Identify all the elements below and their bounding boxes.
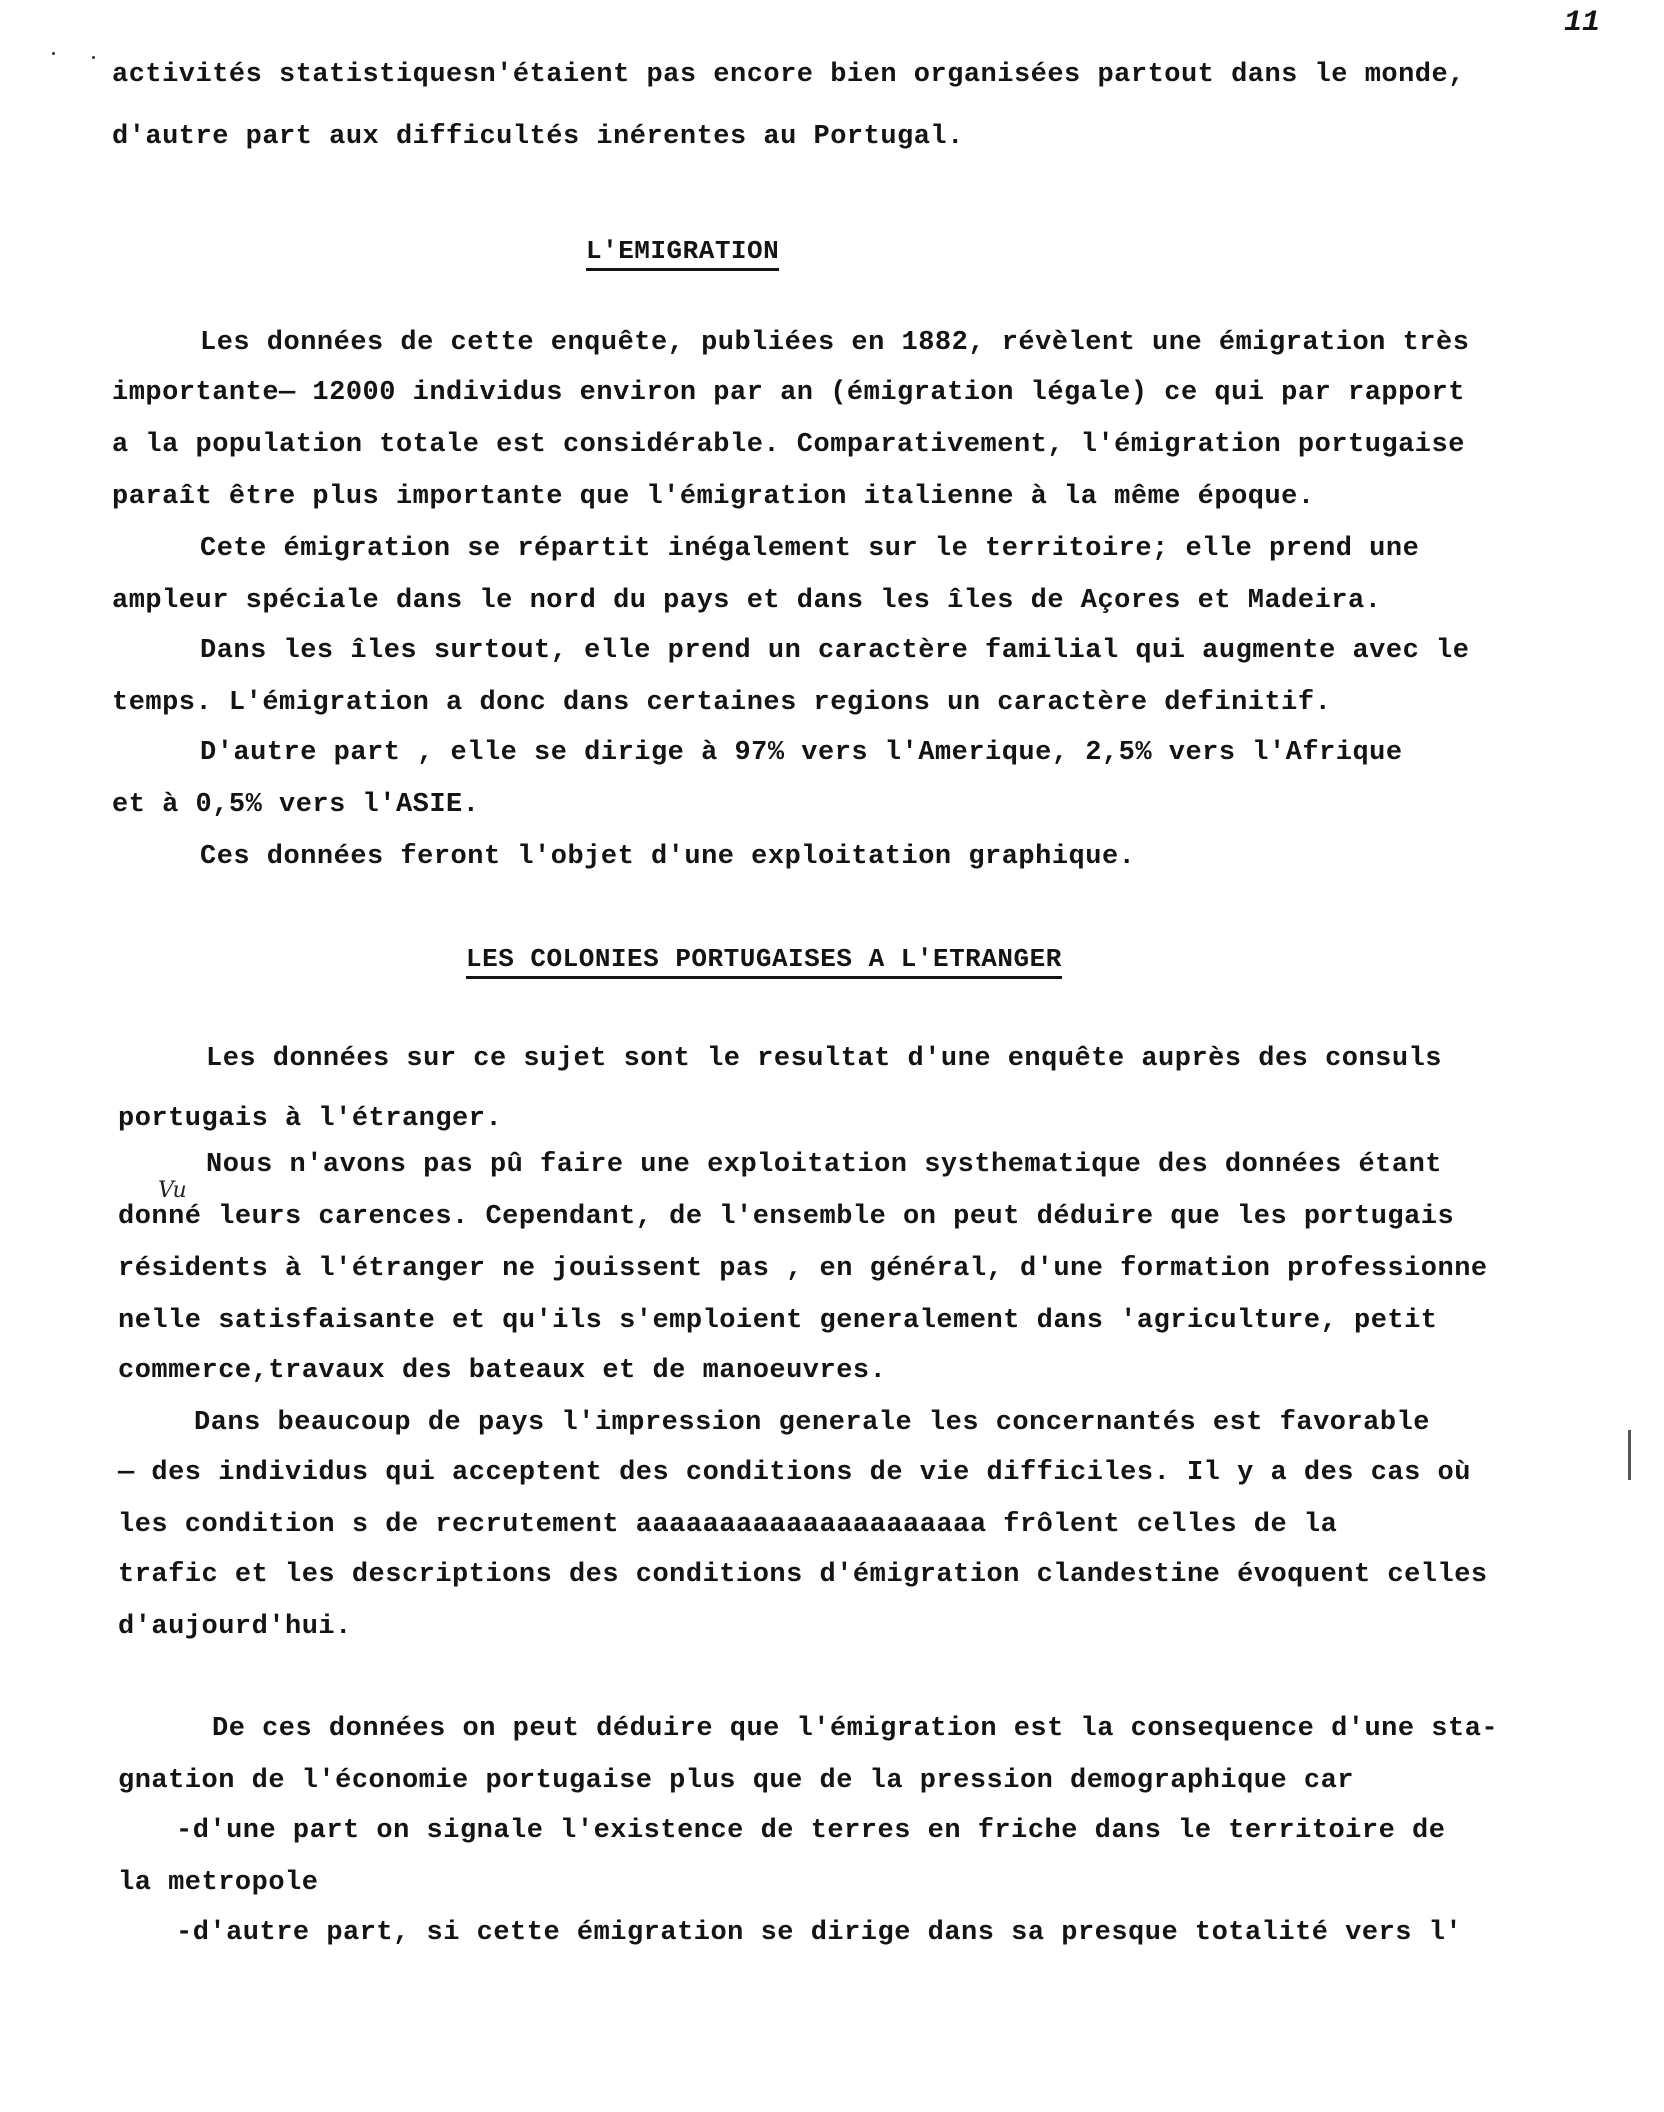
- text-line: nelle satisfaisante et qu'ils s'emploient generalement dans 'agriculture, petit: [118, 1306, 1438, 1336]
- text-line: a la population totale est considérable. Comparativement, l'émigration portugaise: [112, 430, 1465, 460]
- text-line: D'autre part , elle se dirige à 97% vers l'Amerique, 2,5% vers l'Afrique: [200, 738, 1403, 768]
- text-line: donné leurs carences. Cependant, de l'ensemble on peut déduire que les portugais: [118, 1202, 1455, 1232]
- scan-margin-mark: [1628, 1430, 1631, 1480]
- text-line: Ces données feront l'objet d'une exploitation graphique.: [200, 842, 1136, 872]
- section-heading-emigration: L'EMIGRATION: [586, 238, 779, 271]
- text-line: Nous n'avons pas pû faire une exploitation systhematique des données étant: [206, 1150, 1442, 1180]
- text-line: d'autre part aux difficultés inérentes au Portugal.: [112, 122, 964, 152]
- text-line: Dans beaucoup de pays l'impression generale les concernantés est favorable: [194, 1408, 1430, 1438]
- text-line: d'aujourd'hui.: [118, 1612, 352, 1642]
- text-line: gnation de l'économie portugaise plus que de la pression demographique car: [118, 1766, 1354, 1796]
- text-line: trafic et les descriptions des conditions d'émigration clandestine évoquent celles: [118, 1560, 1488, 1590]
- text-line: temps. L'émigration a donc dans certaines regions un caractère definitif.: [112, 688, 1332, 718]
- text-line: De ces données on peut déduire que l'émigration est la consequence d'une sta-: [212, 1714, 1499, 1744]
- text-line: Les données sur ce sujet sont le resultat d'une enquête auprès des consuls: [206, 1044, 1442, 1074]
- text-line: résidents à l'étranger ne jouissent pas , en général, d'une formation professionne: [118, 1254, 1488, 1284]
- text-line: commerce,travaux des bateaux et de manoeuvres.: [118, 1356, 887, 1386]
- text-line: -d'autre part, si cette émigration se dirige dans sa presque totalité vers l': [176, 1918, 1463, 1948]
- section-heading-colonies: LES COLONIES PORTUGAISES A L'ETRANGER: [466, 946, 1062, 979]
- text-line: et à 0,5% vers l'ASIE.: [112, 790, 480, 820]
- text-line: — des individus qui acceptent des conditions de vie difficiles. Il y a des cas où: [118, 1458, 1471, 1488]
- text-line: la metropole: [118, 1868, 319, 1898]
- text-line: Les données de cette enquête, publiées en 1882, révèlent une émigration très: [200, 328, 1470, 358]
- text-line: paraît être plus importante que l'émigration italienne à la même époque.: [112, 482, 1315, 512]
- page-number: 11: [1563, 6, 1600, 40]
- text-line: importante— 12000 individus environ par an (émigration légale) ce qui par rapport: [112, 378, 1465, 408]
- text-line: portugais à l'étranger.: [118, 1104, 503, 1134]
- text-line: activités statistiquesn'étaient pas encore bien organisées partout dans le monde,: [112, 60, 1465, 90]
- text-line: Dans les îles surtout, elle prend un caractère familial qui augmente avec le: [200, 636, 1470, 666]
- text-line: les condition s de recrutement aaaaaaaaaaaaaaaaaaaaa frôlent celles de la: [118, 1510, 1338, 1540]
- handwritten-note: Vu: [158, 1178, 187, 1203]
- text-line: Cete émigration se répartit inégalement sur le territoire; elle prend une: [200, 534, 1420, 564]
- scan-speck: [92, 56, 95, 59]
- text-line: ampleur spéciale dans le nord du pays et dans les îles de Açores et Madeira.: [112, 586, 1382, 616]
- text-line: -d'une part on signale l'existence de terres en friche dans le territoire de: [176, 1816, 1446, 1846]
- scan-speck: [52, 52, 55, 55]
